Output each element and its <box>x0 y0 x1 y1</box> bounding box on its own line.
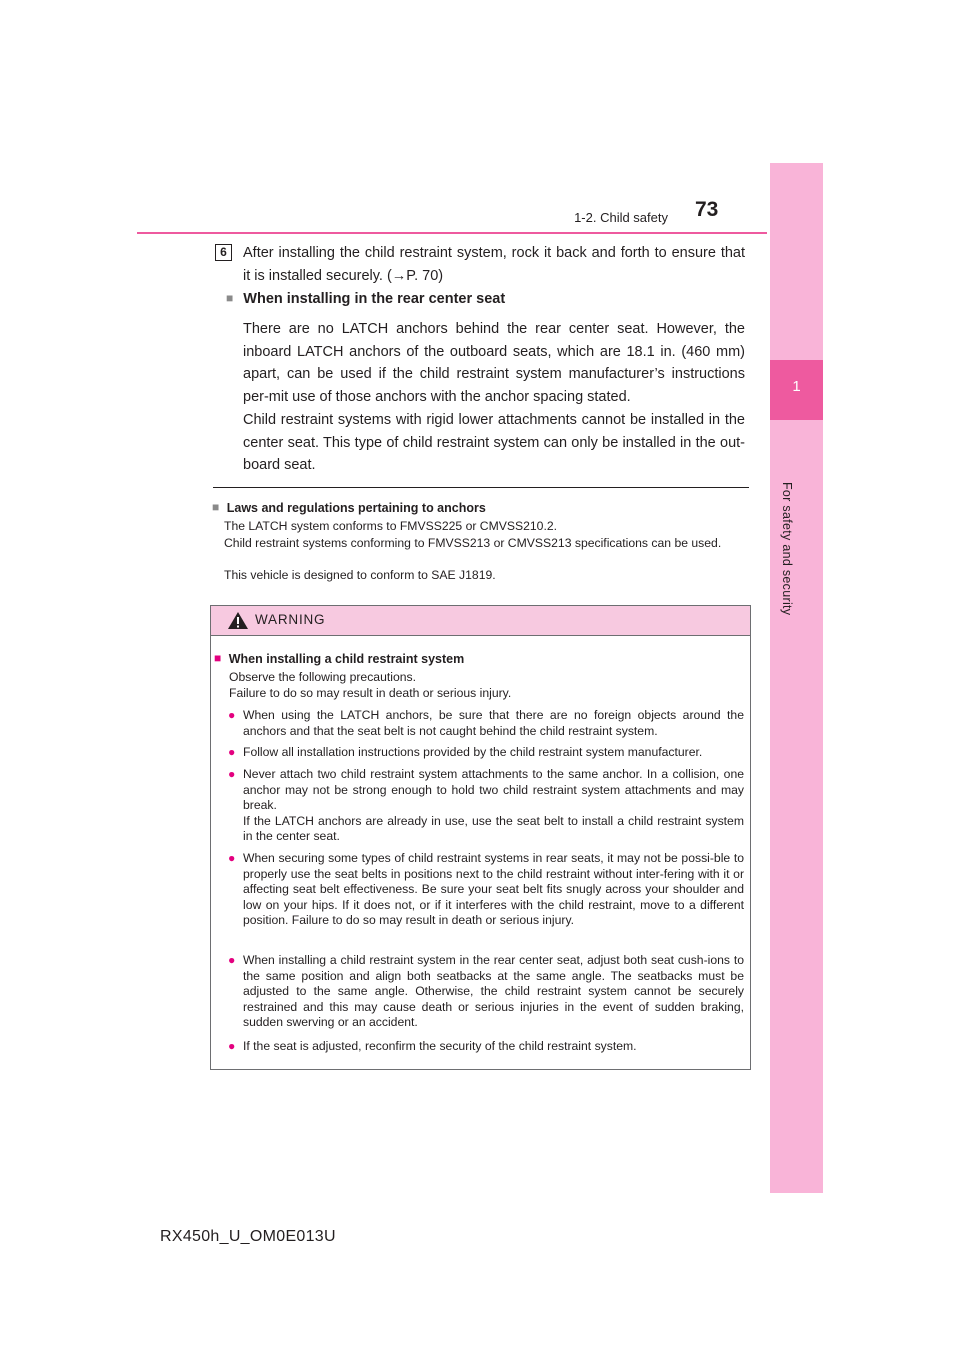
warning-item: ● If the seat is adjusted, reconfirm the security of the child restraint system. <box>228 1039 637 1053</box>
laws-line-2: Child restraint systems conforming to FMVSS213 or CMVSS213 specifications can be used. <box>224 536 722 550</box>
sidebar-section-label: For safety and security <box>780 482 794 616</box>
warning-item: ● Follow all installation instructions provided by the child restraint system manufacturer. <box>228 745 703 759</box>
laws-heading: ■ Laws and regulations pertaining to anchors <box>212 500 486 515</box>
warning-label: WARNING <box>255 612 326 627</box>
bullet-dot-icon: ● <box>228 708 236 722</box>
square-bullet-icon: ■ <box>226 291 234 305</box>
page-number: 73 <box>695 198 719 221</box>
warning-item: ● When securing some types of child restraint systems in rear seats, it may not be possi-ble to properly use the seat belts in positions next to the child restraint without inter-fering with it or affecting seat belt effectiveness. Be sure your seat belt fits snugly across your shoulder and low on your hips. If it does not, or if it interferes with the child restraint, move to a different position. Failure to do so may result in death or serious injury. <box>228 851 744 927</box>
bullet-dot-icon: ● <box>228 953 236 967</box>
laws-line-1: The LATCH system conforms to FMVSS225 or CMVSS210.2. <box>224 519 558 533</box>
bullet-dot-icon: ● <box>228 767 236 781</box>
warning-intro-1: Observe the following precautions. <box>229 670 416 684</box>
bullet-dot-icon: ● <box>228 851 236 865</box>
warning-intro-2: Failure to do so may result in death or serious injury. <box>229 686 512 700</box>
rear-center-heading: ■ When installing in the rear center seat <box>226 291 506 307</box>
section-divider <box>213 487 749 488</box>
warning-item: ● Never attach two child restraint system attachments to the same anchor. In a collision, one anchor may not be strong enough to hold two child restraint system attachments and may break. If the LATCH anchors are already in use, use the seat belt to install a child restraint system in the center seat. <box>228 767 744 843</box>
square-bullet-icon: ■ <box>214 651 222 665</box>
warning-heading: ■ When installing a child restraint system <box>214 651 465 666</box>
manual-code: RX450h_U_OM0E013U <box>160 1228 336 1245</box>
header-rule <box>137 232 767 234</box>
rear-center-paragraph-2: Child restraint systems with rigid lower attachments cannot be installed in the center seat. This type of child restraint system can only be installed in the out-board seat. <box>243 412 745 473</box>
chapter-number: 1 <box>792 378 801 395</box>
bullet-dot-icon: ● <box>228 745 236 759</box>
warning-item: ● When installing a child restraint system in the rear center seat, adjust both seat cush-ions to the same position and align both seatbacks at the same angle. The seatbacks must be adjusted to the same angle. Otherwise, the child restraint system cannot be securely restrained and this may cause death or serious injuries in the event of sudden braking, sudden swerving or an accident. <box>228 953 744 1029</box>
laws-line-3: This vehicle is designed to conform to SAE J1819. <box>224 568 496 582</box>
step-number-badge: 6 <box>215 244 232 261</box>
warning-item: ● When using the LATCH anchors, be sure that there are no foreign objects around the anchors and that the seat belt is not caught behind the child restraint system. <box>228 708 744 738</box>
warning-item-continuation: If the LATCH anchors are already in use, use the seat belt to install a child restraint system in the center seat. <box>243 813 744 843</box>
sidebar-band <box>770 163 823 1193</box>
square-bullet-icon: ■ <box>212 500 220 514</box>
step-text: After installing the child restraint system, rock it back and forth to ensure that it is installed securely. (→P. 70) <box>243 245 745 284</box>
section-title: 1-2. Child safety <box>574 210 668 225</box>
warning-triangle-icon <box>227 611 249 630</box>
rear-center-paragraph-1: There are no LATCH anchors behind the rear center seat. However, the inboard LATCH anchors of the outboard seats, which are 18.1 in. (460 mm) apart, can be used if the child restraint system manufacturer’s instructions per-mit use of those anchors with the anchor spacing stated. <box>243 321 745 405</box>
bullet-dot-icon: ● <box>228 1039 236 1053</box>
